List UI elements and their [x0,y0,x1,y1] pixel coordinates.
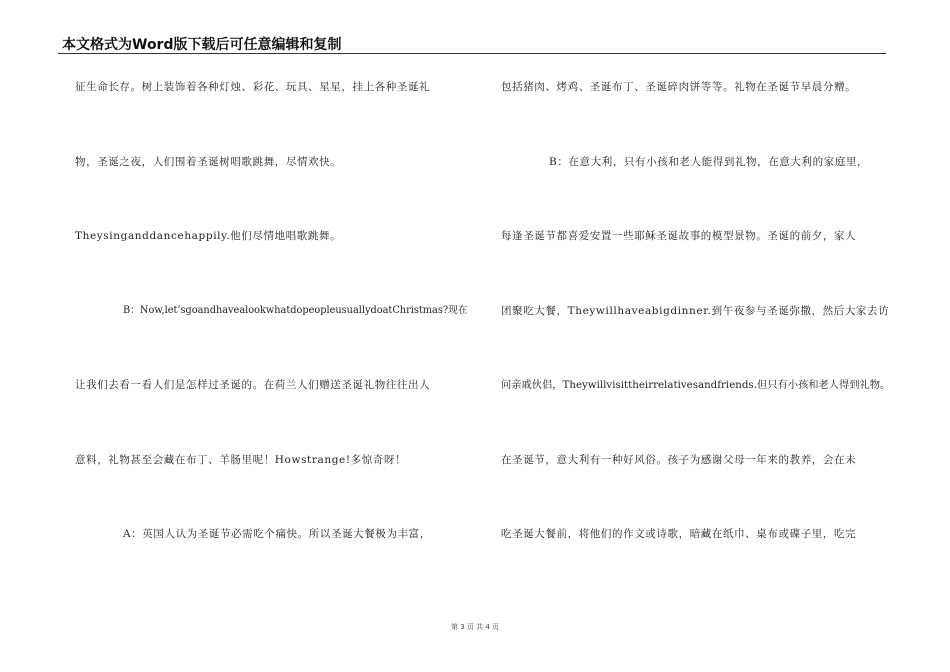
page-header-title: 本文格式为Word版下载后可任意编辑和复制 [62,37,342,53]
text-line: 在圣诞节，意大利有一种好风俗。孩子为感谢父母一年来的教养，会在未 [501,454,857,466]
page-number-footer: 第 3 页 共 4 页 [450,623,500,631]
text-line: 征生命长存。树上装饰着各种灯烛、彩花、玩具、星星，挂上各种圣诞礼 [75,81,431,93]
text-line: 团聚吃大餐，Theywillhaveabigdinner.到午夜参与圣诞弥撒，然后大家去访 [501,305,890,317]
text-line: 每逢圣诞节都喜爱安置一些耶稣圣诞故事的模型景物。圣诞的前夕，家人 [501,230,857,242]
text-line: B：在意大利，只有小孩和老人能得到礼物，在意大利的家庭里， [549,156,869,168]
left-text-column [75,0,475,672]
text-line: A：英国人认为圣诞节必需吃个痛快。所以圣诞大餐极为丰富， [123,528,431,540]
text-line: 包括猪肉、烤鸡、圣诞布丁、圣诞碎肉饼等等。礼物在圣诞节早晨分赠。 [501,81,857,93]
text-line: 让我们去看一看人们是怎样过圣诞的。在荷兰人们赠送圣诞礼物往往出人 [75,379,431,391]
text-line: 物，圣诞之夜，人们围着圣诞树唱歌跳舞，尽情欢快。 [75,156,342,168]
text-line: 问亲戚伙侣，Theywillvisittheirrelativesandfriends.但只有小孩和老人得到礼物。 [501,379,891,391]
text-line: 吃圣诞大餐前，将他们的作文或诗歌，暗藏在纸巾、桌布或碟子里，吃完 [501,528,857,540]
text-line: Theysinganddancehappily.他们尽情地唱歌跳舞。 [75,230,342,242]
text-line: B：Now,let’sgoandhavealookwhatdopeopleusuallydoatChristmas?现在 [123,305,468,316]
text-line: 意料，礼物甚至会藏在布丁、羊肠里呢！Howstrange!多惊奇呀！ [75,454,407,466]
right-text-column [501,0,896,672]
